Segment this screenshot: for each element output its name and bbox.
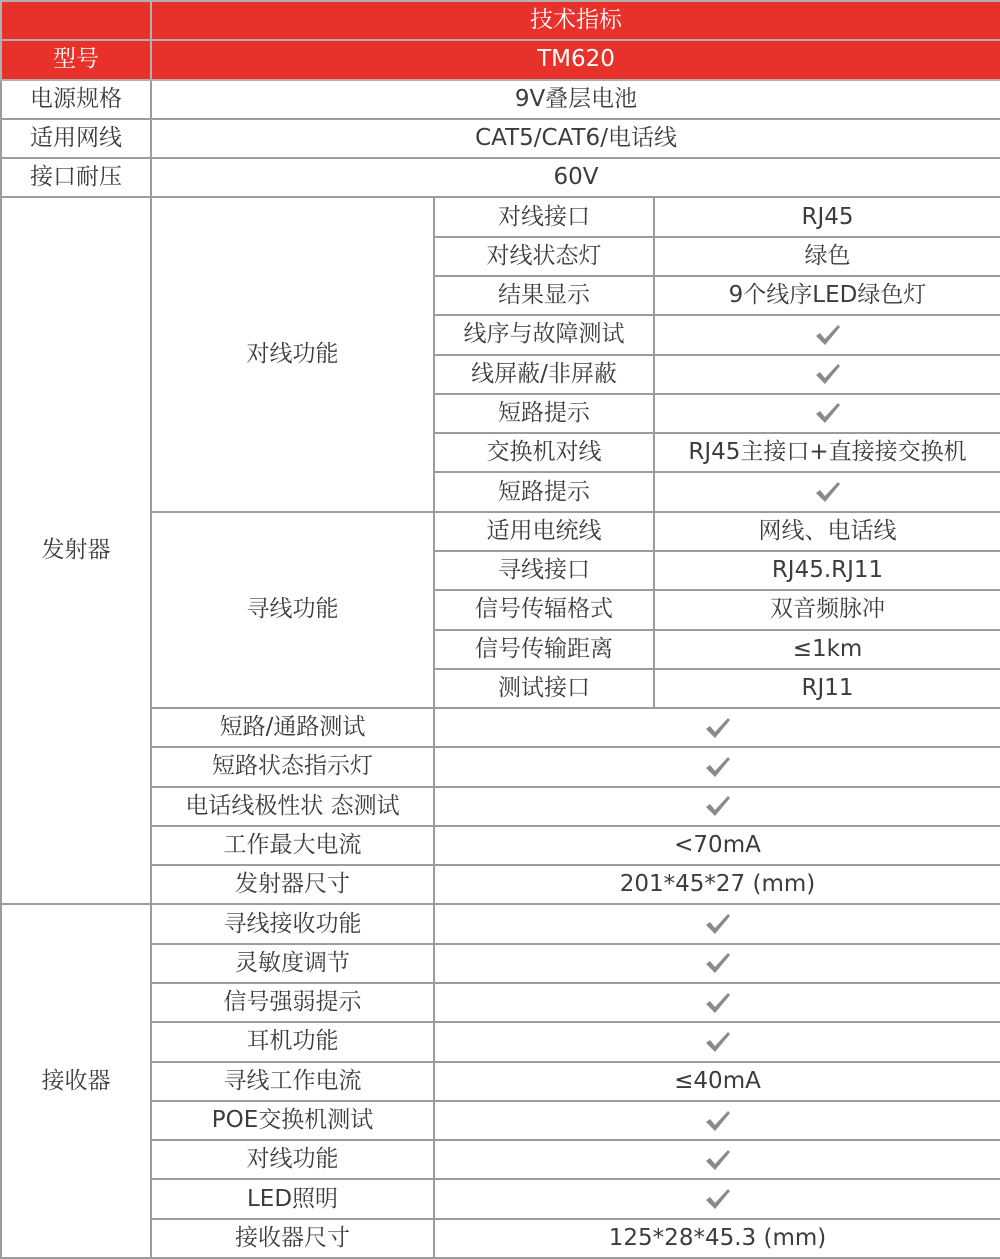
feature-name: POE交换机测试 <box>151 1101 434 1140</box>
feature-value: RJ45主接口+直接接交换机 <box>654 433 1000 472</box>
table-row <box>1 1179 1000 1218</box>
check-icon <box>705 1187 731 1211</box>
feature-name: 短路提示 <box>434 394 654 433</box>
table-row <box>1 787 1000 826</box>
title-row <box>1 1 1000 40</box>
feature-value <box>434 787 1000 826</box>
table-row <box>1 708 1000 747</box>
wire-map-label: 对线功能 <box>151 197 434 511</box>
table-row <box>1 80 1000 119</box>
table-row <box>1 904 1000 943</box>
check-icon <box>705 716 731 740</box>
check-icon <box>705 951 731 975</box>
feature-name: 信号强弱提示 <box>151 983 434 1022</box>
table-row <box>1 1219 1000 1258</box>
table-row <box>1 1101 1000 1140</box>
feature-value <box>434 1022 1000 1061</box>
feature-value <box>654 394 1000 433</box>
feature-name: 寻线接口 <box>434 551 654 590</box>
check-icon <box>815 480 841 504</box>
feature-value: 双音频脉冲 <box>654 590 1000 629</box>
feature-value <box>434 1179 1000 1218</box>
feature-name: 线屏蔽/非屏蔽 <box>434 355 654 394</box>
feature-name: 寻线接收功能 <box>151 904 434 943</box>
feature-value: 网线、电话线 <box>654 512 1000 551</box>
feature-name: 工作最大电流 <box>151 826 434 865</box>
feature-value <box>434 1101 1000 1140</box>
feature-value: RJ11 <box>654 669 1000 708</box>
feature-value <box>434 904 1000 943</box>
feature-name: 短路状态指示灯 <box>151 747 434 786</box>
feature-name: 对线接口 <box>434 197 654 236</box>
check-icon <box>815 362 841 386</box>
feature-value <box>434 708 1000 747</box>
table-row <box>1 1062 1000 1101</box>
table-row <box>1 944 1000 983</box>
feature-name: 发射器尺寸 <box>151 865 434 904</box>
feature-value: <70mA <box>434 826 1000 865</box>
header-blank-cell <box>1 1 151 40</box>
spec-label: 电源规格 <box>1 80 151 119</box>
feature-name: 短路提示 <box>434 472 654 511</box>
table-row <box>1 983 1000 1022</box>
transmitter-label: 发射器 <box>1 197 151 904</box>
feature-name: 结果显示 <box>434 276 654 315</box>
spec-value: 9V叠层电池 <box>151 80 1000 119</box>
feature-name: 适用电统线 <box>434 512 654 551</box>
table-row <box>1 512 1000 551</box>
feature-value <box>434 944 1000 983</box>
model-value: TM620 <box>151 40 1000 79</box>
model-label: 型号 <box>1 40 151 79</box>
spec-value: 60V <box>151 158 1000 197</box>
feature-name: 短路/通路测试 <box>151 708 434 747</box>
feature-name: 交换机对线 <box>434 433 654 472</box>
feature-value <box>434 1140 1000 1179</box>
spec-value: CAT5/CAT6/电话线 <box>151 119 1000 158</box>
check-icon <box>705 912 731 936</box>
feature-name: 电话线极性状 态测试 <box>151 787 434 826</box>
check-icon <box>815 323 841 347</box>
feature-value: ≤1km <box>654 630 1000 669</box>
feature-value: RJ45.RJ11 <box>654 551 1000 590</box>
table-row <box>1 1022 1000 1061</box>
feature-value: 125*28*45.3 (mm) <box>434 1219 1000 1258</box>
feature-value: 9个线序LED绿色灯 <box>654 276 1000 315</box>
check-icon <box>705 991 731 1015</box>
feature-value <box>434 983 1000 1022</box>
spec-label: 适用网线 <box>1 119 151 158</box>
feature-value <box>434 747 1000 786</box>
feature-value: 201*45*27 (mm) <box>434 865 1000 904</box>
spec-title: 技术指标 <box>151 1 1000 40</box>
check-icon <box>705 1148 731 1172</box>
spec-label: 接口耐压 <box>1 158 151 197</box>
feature-value <box>654 315 1000 354</box>
feature-value <box>654 355 1000 394</box>
check-icon <box>815 401 841 425</box>
feature-name: 线序与故障测试 <box>434 315 654 354</box>
check-icon <box>705 1109 731 1133</box>
feature-name: 测试接口 <box>434 669 654 708</box>
table-row <box>1 158 1000 197</box>
check-icon <box>705 794 731 818</box>
feature-value: ≤40mA <box>434 1062 1000 1101</box>
feature-name: LED照明 <box>151 1179 434 1218</box>
table-row <box>1 747 1000 786</box>
feature-name: 信号传辐格式 <box>434 590 654 629</box>
feature-name: 接收器尺寸 <box>151 1219 434 1258</box>
table-row <box>1 197 1000 236</box>
feature-name: 对线功能 <box>151 1140 434 1179</box>
feature-name: 寻线工作电流 <box>151 1062 434 1101</box>
model-row <box>1 40 1000 79</box>
table-row <box>1 826 1000 865</box>
check-icon <box>705 1030 731 1054</box>
feature-name: 对线状态灯 <box>434 237 654 276</box>
feature-name: 耳机功能 <box>151 1022 434 1061</box>
table-row <box>1 119 1000 158</box>
feature-name: 信号传输距离 <box>434 630 654 669</box>
tracing-label: 寻线功能 <box>151 512 434 708</box>
feature-name: 灵敏度调节 <box>151 944 434 983</box>
feature-value: 绿色 <box>654 237 1000 276</box>
check-icon <box>705 755 731 779</box>
receiver-label: 接收器 <box>1 904 151 1258</box>
table-row <box>1 865 1000 904</box>
feature-value <box>654 472 1000 511</box>
feature-value: RJ45 <box>654 197 1000 236</box>
table-row <box>1 1140 1000 1179</box>
